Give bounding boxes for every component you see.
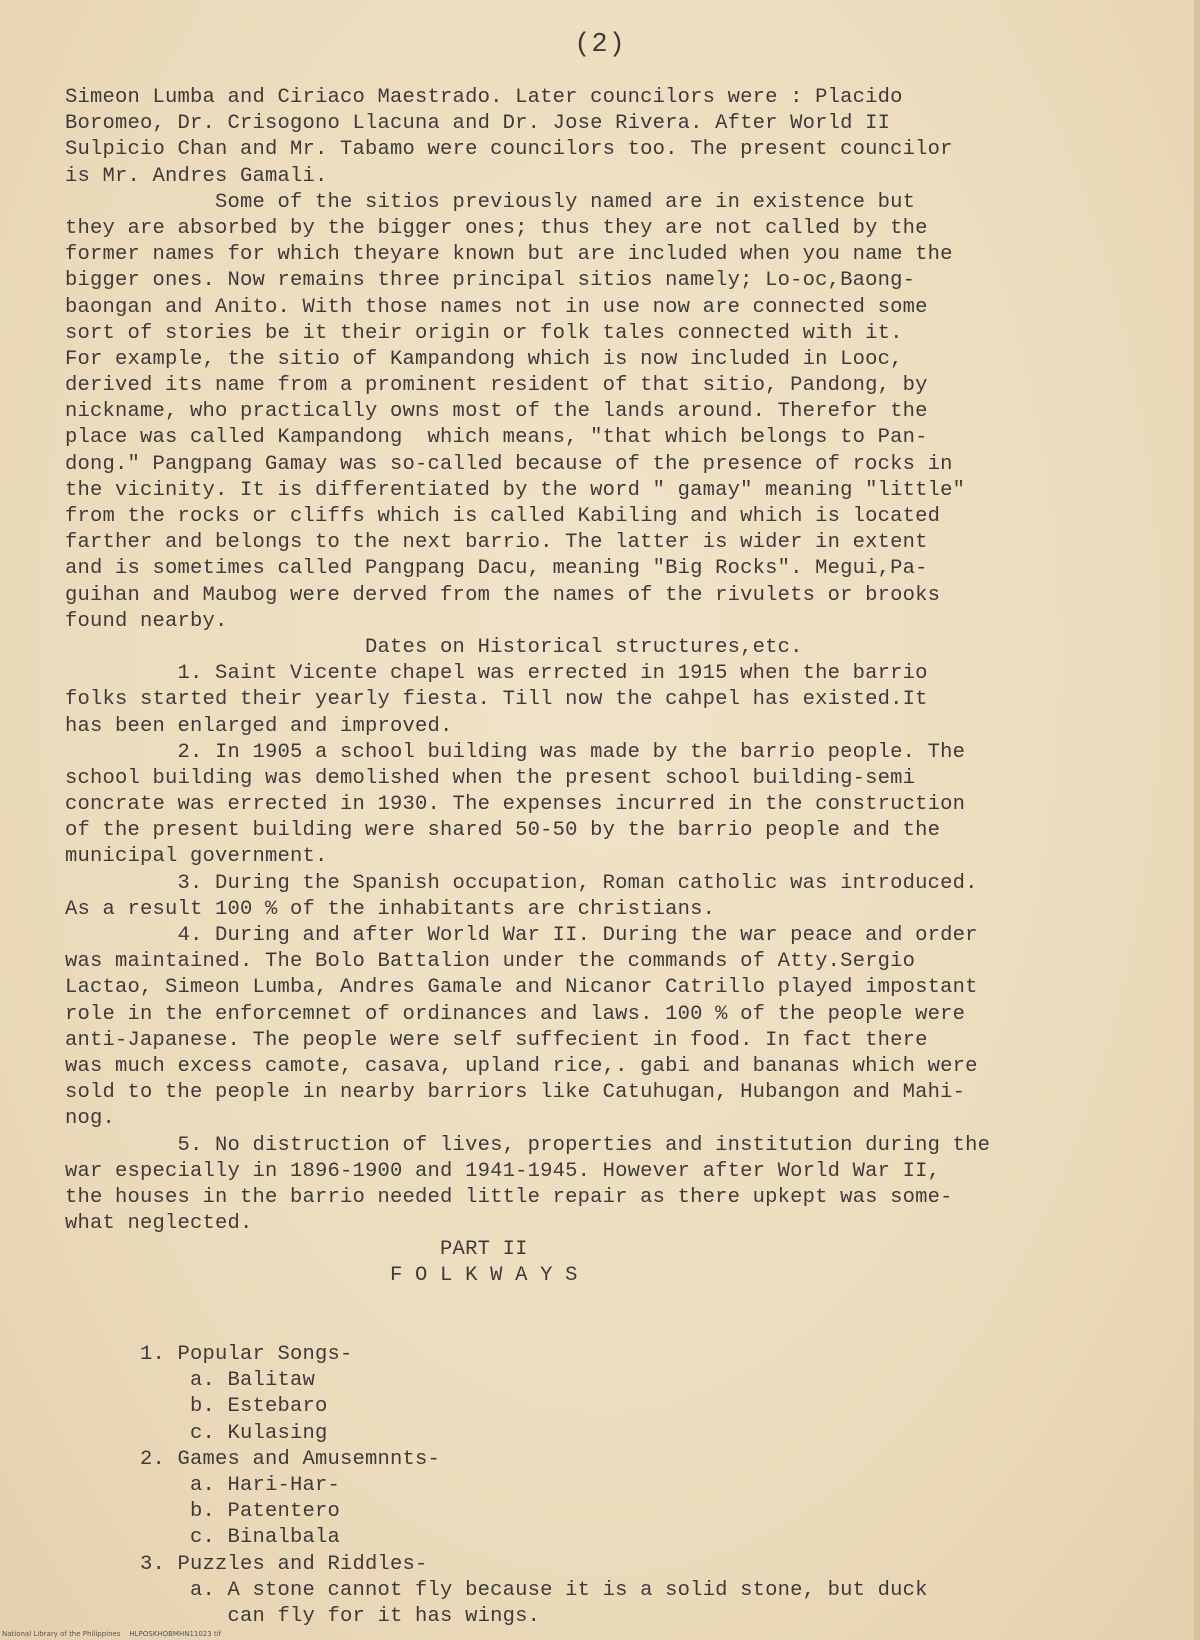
text-line: folks started their yearly fiesta. Till now the cahpel has existed.It [65, 688, 928, 712]
text-line: c. Binalbala [65, 1526, 341, 1550]
text-line: 2. Games and Amusemnnts- [65, 1447, 441, 1471]
text-line: sort of stories be it their origin or folk tales connected with it. [65, 321, 903, 345]
text-line: can fly for it has wings. [65, 1604, 541, 1628]
text-line: they are absorbed by the bigger ones; thus they are not called by the [65, 216, 928, 240]
text-line: role in the enforcemnet of ordinances and laws. 100 % of the people were [65, 1002, 966, 1026]
text-line: 3. During the Spanish occupation, Roman catholic was introduced. [65, 871, 978, 895]
text-line: 4. During and after World War II. During the war peace and order [65, 924, 978, 947]
text-line: sold to the people in nearby barriors like Catuhugan, Hubangon and Mahi- [65, 1081, 966, 1105]
text-line: Boromeo, Dr. Crisogono Llacuna and Dr. Jose Rivera. After World II [65, 112, 891, 136]
text-line: nog. [65, 1107, 116, 1131]
text-line: c. Kulasing [65, 1421, 328, 1445]
text-line: farther and belongs to the next barrio. The latter is wider in extent [65, 531, 928, 555]
text-line: nickname, who practically owns most of the lands around. Therefor the [65, 400, 928, 424]
text-line: PART II [65, 1238, 528, 1262]
text-line: guihan and Maubog were derved from the names of the rivulets or brooks [65, 583, 941, 607]
page-number: (2) [574, 30, 626, 60]
text-line: the vicinity. It is differentiated by the word " gamay" meaning "little" [65, 478, 966, 502]
text-line: For example, the sitio of Kampandong which is now included in Looc, [65, 347, 903, 371]
archive-footer: National Library of the Philippines HLPOSKHOBMHN11023 tif [2, 1630, 222, 1638]
text-line: a. A stone cannot fly because it is a solid stone, but duck [65, 1578, 928, 1602]
text-line: is Mr. Andres Gamali. [65, 164, 328, 188]
text-line: F O L K W A Y S [65, 1264, 578, 1288]
text-line: Lactao, Simeon Lumba, Andres Gamale and Nicanor Catrillo played impostant [65, 976, 978, 1000]
text-line: dong." Pangpang Gamay was so-called because of the presence of rocks in [65, 452, 953, 476]
text-line: derived its name from a prominent resident of that sitio, Pandong, by [65, 374, 928, 398]
text-line: Dates on Historical structures,etc. [65, 635, 803, 659]
text-line: from the rocks or cliffs which is called Kabiling and which is located [65, 505, 941, 528]
text-line: school building was demolished when the present school building-semi [65, 766, 916, 790]
text-line: has been enlarged and improved. [65, 714, 453, 738]
text-line: found nearby. [65, 609, 228, 633]
text-line: former names for which theyare known but are included when you name the [65, 243, 953, 267]
text-line: baongan and Anito. With those names not in use now are connected some [65, 295, 928, 319]
text-line: anti-Japanese. The people were self suffecient in food. In fact there [65, 1028, 928, 1052]
text-line: 1. Saint Vicente chapel was errected in 1915 when the barrio [65, 662, 928, 686]
text-line: bigger ones. Now remains three principal sitios namely; Lo-oc,Baong- [65, 269, 916, 293]
text-line: Sulpicio Chan and Mr. Tabamo were councilors too. The present councilor [65, 138, 953, 162]
text-line: Simeon Lumba and Ciriaco Maestrado. Later councilors were : Placido [65, 86, 903, 109]
text-line: a. Hari-Har- [65, 1473, 341, 1497]
text-line: and is sometimes called Pangpang Dacu, meaning "Big Rocks". Megui,Pa- [65, 557, 928, 581]
text-line: the houses in the barrio needed little repair as there upkept was some- [65, 1185, 953, 1209]
text-line: Some of the sitios previously named are in existence but [65, 190, 916, 214]
text-line: As a result 100 % of the inhabitants are christians. [65, 897, 716, 921]
text-line: what neglected. [65, 1212, 253, 1236]
text-line: of the present building were shared 50-50 by the barrio people and the [65, 819, 941, 843]
text-line: concrate was errected in 1930. The expenses incurred in the construction [65, 793, 966, 817]
text-line: 2. In 1905 a school building was made by the barrio people. The [65, 740, 966, 764]
text-line: a. Balitaw [65, 1369, 316, 1393]
text-line: b. Patentero [65, 1500, 341, 1524]
text-line: war especially in 1896-1900 and 1941-1945. However after World War II, [65, 1159, 941, 1183]
document-body [65, 85, 1185, 1630]
text-line [65, 1290, 1185, 1316]
text-line [65, 1316, 1185, 1342]
text-line: place was called Kampandong which means, "that which belongs to Pan- [65, 426, 928, 450]
text-line: was much excess camote, casava, upland rice,. gabi and bananas which were [65, 1054, 978, 1078]
text-line: 1. Popular Songs- [65, 1343, 353, 1366]
text-line: b. Estebaro [65, 1395, 328, 1419]
text-line: 5. No distruction of lives, properties and institution during the [65, 1133, 991, 1157]
text-line: 3. Puzzles and Riddles- [65, 1552, 428, 1576]
text-line: municipal government. [65, 845, 328, 869]
text-line: was maintained. The Bolo Battalion under the commands of Atty.Sergio [65, 950, 916, 974]
page-edge [1194, 0, 1200, 1640]
